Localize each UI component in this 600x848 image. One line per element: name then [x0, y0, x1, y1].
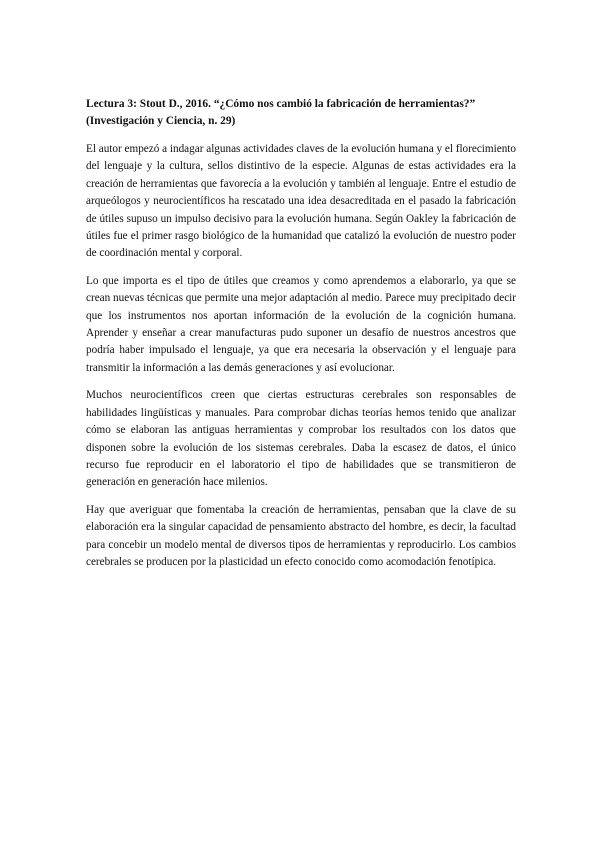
document-page [86, 96, 516, 581]
paragraph-2: Lo que importa es el tipo de útiles que creamos y como aprendemos a elaborarlo, ya que se crean nuevas técnicas que permite una mejor adaptación al medio. Parece muy precipitado decir que los instrumentos nos aportan información de la evolución de la cognición humana. Aprender y enseñar a crear manufacturas pudo suponer un desafío de nuestros ancestros que podría haber impulsado el lenguaje, ya que era necesaria la observación y el lenguaje para transmitir la información a las demás generaciones y así evolucionar. [86, 274, 516, 374]
heading-line-2: (Investigación y Ciencia, n. 29) [86, 115, 236, 127]
document-heading [86, 96, 516, 130]
paragraph-1: El autor empezó a indagar algunas actividades claves de la evolución humana y el florecimiento del lenguaje y la cultura, sellos distintivo de la especie. Algunas de estas actividades era la creación de herramientas que favorecía a la evolución y también al lenguaje. Entre el estudio de arqueólogos y neurocientíficos ha rescatado una idea desacreditada en el pasado la fabricación de útiles supuso un impulso decisivo para la evolución humana. Según Oakley la fabricación de útiles fue el primer rasgo biológico de la humanidad que catalizó la evolución de nuestro poder de coordinación mental y corporal. [86, 143, 516, 260]
heading-line-1: Lectura 3: Stout D., 2016. “¿Cómo nos cambió la fabricación de herramientas?” [86, 98, 476, 110]
paragraph-4: Hay que averiguar que fomentaba la creación de herramientas, pensaban que la clave de su elaboración era la singular capacidad de pensamiento abstracto del hombre, es decir, la facultad para concebir un modelo mental de diversos tipos de herramientas y reproducirlo. Los cambios cerebrales se producen por la plasticidad un efecto conocido como acomodación fenotípica. [86, 503, 516, 568]
paragraph-3: Muchos neurocientíficos creen que ciertas estructuras cerebrales son responsables de habilidades lingüísticas y manuales. Para comprobar dichas teorías hemos tenido que analizar cómo se elaboran las antiguas herramientas y comprobar los resultados con los datos que disponen sobre la evolución de los sistemas cerebrales. Daba la escasez de datos, el único recurso fue reproducir en el laboratorio el tipo de habilidades que se transmitieron de generación en generación hace milenios. [86, 389, 516, 489]
